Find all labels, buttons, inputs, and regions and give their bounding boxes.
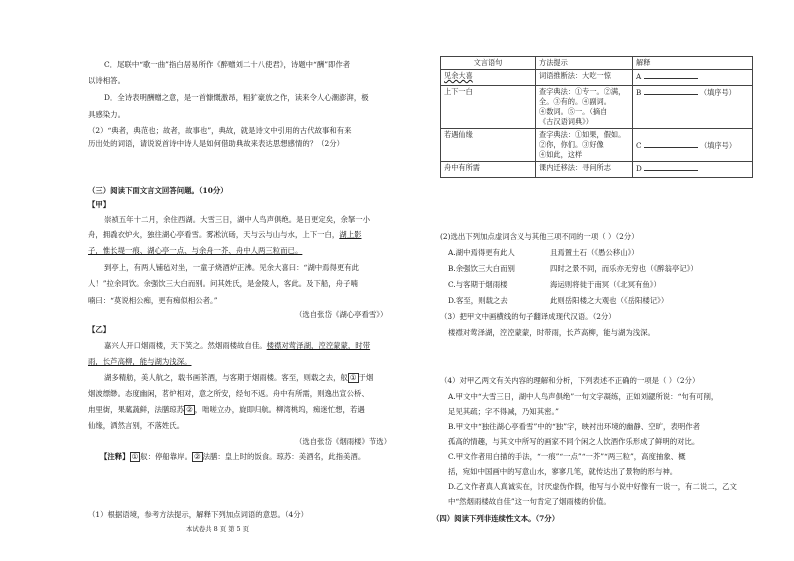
section-4-heading: （四）阅读下列非连续性文本。（7分） xyxy=(432,514,560,523)
option-c-line1: C．尾联中“歌一曲”指白居易所作《醉赠刘二十八使君》，诗题中“酬”即作者 xyxy=(104,60,351,69)
option-d-line2: 具感染力。 xyxy=(88,110,125,119)
table-row xyxy=(441,70,753,86)
q2-option-a-ref: 且焉置土石（《愚公移山》） xyxy=(550,248,639,257)
table-row xyxy=(441,162,753,178)
table-header: 解释 xyxy=(633,57,753,70)
page-footer: 本试卷共 8 页 第 5 页 xyxy=(186,525,250,533)
answer-hint: （填序号） xyxy=(699,88,736,97)
sentence-cell: 若遇仙缘 xyxy=(444,130,473,139)
yi-line-5: 甪里街，果蓏蔬鲜，法膳琼苏 ② ，咄嗟立办，旋即归航。柳湾桃坞，痴迷忙想，若遇 xyxy=(88,405,365,414)
yi-line-2: 雨，长芦高柳，能与湖为浅深。 xyxy=(88,357,192,366)
q2-option-c: C.与客期于烟雨楼 xyxy=(448,280,508,289)
answer-label: C xyxy=(636,141,642,150)
method-cell: 查字典法：①专一。②满， 全。③有的。④副词。 ④数词。⑤一。（摘自 《古汉语词典》） xyxy=(536,86,633,129)
q4-option-c-line1: C.甲文作者用白描的手法，“一痕”“一点”“一芥”“两三粒”，高度抽象、概 xyxy=(448,452,686,461)
q4-option-c-line2: 括，宛如中国画中的写意山水，寥寥几笔，就传达出了景物的形与神。 xyxy=(448,467,678,476)
question-2: (2)选出下列加点虚词含义与其他三项不同的一项（ ）（2分） xyxy=(440,232,639,241)
q4-option-d-line2: 中“然烟雨楼故自佳”这一句肯定了烟雨楼的价值。 xyxy=(448,497,611,506)
table-row xyxy=(441,86,753,129)
q4-option-a-line2: 足见其疏；字不得减，乃知其密。” xyxy=(448,407,559,416)
answer-blank-b[interactable] xyxy=(644,87,698,95)
method-cell: 查字典法：①如果，假如。 ②你，你们。③好像 ④如此，这样 xyxy=(536,129,633,162)
yi-underlined-phrase: 楼襟对莺泽湖，涳涳蒙蒙，时带 xyxy=(266,341,371,350)
answer-label: A xyxy=(636,72,642,81)
note-mark-1: ① xyxy=(349,373,357,382)
jia-line-6: 喃曰：“莫说相公痴，更有痴似相公者。” xyxy=(88,296,218,305)
question-3-sentence: 楼襟对莺泽湖，涳涳蒙蒙，时带雨，长芦高柳，能与湖为浅深。 xyxy=(448,328,655,337)
answer-blank-a[interactable] xyxy=(644,71,698,79)
option-d-line1: D．全诗表明酬赠之意，是一首慷慨激昂，粗犷豪放之作，读来令人心潮澎湃，极 xyxy=(104,93,369,102)
answer-hint: （填序号） xyxy=(700,141,737,150)
q4-option-a-line1: A.甲文中“大雪三日，湖中人鸟声俱绝”一句文字凝练，正如刘勰所说：“句有可削， xyxy=(448,392,719,401)
q2-option-d: D.客至，则载之去 xyxy=(448,296,508,305)
vocab-table xyxy=(440,56,753,178)
jia-line-3: 子，惟长堤一痕、湖心亭一点、与余舟一芥、舟中人两三粒而已。 xyxy=(88,246,303,255)
jia-line-5: 人！”拉余同饮。余强饮三大白而别。问其姓氏，是金陵人，客此。及下船，舟子喃 xyxy=(88,279,358,288)
question-2-line1: （2）“典者，典范也；故者，故事也”，典故，就是诗文中引用的古代故事和有来 xyxy=(88,126,352,135)
q2-option-c-ref: 海运则将徙于南冥（《北冥有鱼》） xyxy=(550,280,661,289)
q4-option-b-line2: 孤高的情趣，与其文中所写的画家不同个闲之人饮酒作乐形成了鲜明的对比。 xyxy=(448,437,700,446)
section-3-heading: （三）阅读下面文言文回答问题。（10分） xyxy=(88,186,228,195)
jia-source: （选自张岱《湖心亭看雪》） xyxy=(295,310,388,319)
annotation: 【注释】 ① 舣：停船靠岸。 ② 法膳：皇上时的饭食。琼苏：美酒名，此指美酒。 xyxy=(100,452,366,461)
question-3: （3）把甲文中画横线的句子翻译成现代汉语。（2分） xyxy=(440,312,616,321)
q2-option-a: A.湖中焉得更有此人 xyxy=(448,248,515,257)
q2-option-d-ref: 此则岳阳楼之大观也（《岳阳楼记》） xyxy=(550,296,669,305)
yi-line-4: 烟波缥缈。态度幽闲，茗炉相对，意之所安，经旬不返。舟中有所需，则逸出宣公桥、 xyxy=(88,389,369,398)
jia-line-2: 舟，拥毳衣炉火，独往湖心亭看雪。雾凇沆砀，天与云与山与水，上下一白，湖上影 xyxy=(88,230,362,239)
question-1: （1）根据语境，参考方法提示，解释下列加点词语的意思。（4分） xyxy=(88,510,309,519)
sentence-cell: 见余大喜 xyxy=(444,71,473,80)
note-mark-2: ② xyxy=(186,405,193,414)
answer-label: B xyxy=(636,88,642,97)
yi-line-3: 湖多精舫，美人航之，载书画茶酒，与客期于烟雨楼。客至，则载之去，舣 ① 于烟 xyxy=(104,373,374,382)
jia-line-1: 崇祯五年十二月，余住西湖。大雪三日，湖中人鸟声俱绝。是日更定矣，余拏一小 xyxy=(104,215,371,224)
answer-blank-c[interactable] xyxy=(644,140,698,148)
q4-option-b-line1: B.甲文中“独往湖心亭看雪”中的“独”字，映衬出环境的幽静、空旷，表明作者 xyxy=(448,422,701,431)
table-header-row xyxy=(441,57,753,70)
method-cell: 词语推断法：大吃一惊 xyxy=(536,70,633,86)
sentence-cell: 上下一白 xyxy=(444,87,473,96)
question-2-line2: 历出处的词语，请说说首诗中诗人是如何借助典故来表达思想感情的？（2分） xyxy=(88,139,344,148)
method-cell: 课内迁移法：寻问所志 xyxy=(536,162,633,178)
yi-line-6: 仙缘，洒然言别，不落姓氏。 xyxy=(88,421,185,430)
yi-line-1: 嘉兴人开口烟雨楼，天下笑之。然烟雨楼故自佳。楼襟对莺泽湖，涳涳蒙蒙，时带 xyxy=(104,341,371,350)
answer-blank-d[interactable] xyxy=(644,163,698,171)
table-header: 文言语句 xyxy=(441,57,536,70)
table-header: 方法提示 xyxy=(536,57,633,70)
jia-underlined-phrase: 湖上影 xyxy=(339,230,362,239)
q2-option-b-ref: 四时之景不同，而乐亦无穷也（《醉翁亭记》） xyxy=(550,264,698,273)
passage-jia-label: 【甲】 xyxy=(88,200,111,209)
answer-label: D xyxy=(636,164,642,173)
passage-yi-label: 【乙】 xyxy=(88,325,111,334)
sentence-cell: 舟中有所需 xyxy=(444,163,480,172)
question-4: （4）对甲乙两文有关内容的理解和分析，下列表述不正确的一项是（ ）（2分） xyxy=(440,376,700,385)
q4-option-d-line1: D.乙文作者真人真诚实在，讨厌虚伪作假，他写与小说中好像有一说一，有二说二，乙文 xyxy=(448,482,737,491)
jia-line-4: 到亭上，有两人铺毡对坐，一童子烧酒炉正沸。见余大喜曰：“湖中焉得更有此 xyxy=(104,263,360,272)
q2-option-b: B.余强饮三大白而别 xyxy=(448,264,515,273)
option-c-line2: 以诗相答。 xyxy=(88,76,125,85)
yi-source: （选自张岱《烟雨楼》节选） xyxy=(295,437,392,446)
table-row xyxy=(441,129,753,162)
